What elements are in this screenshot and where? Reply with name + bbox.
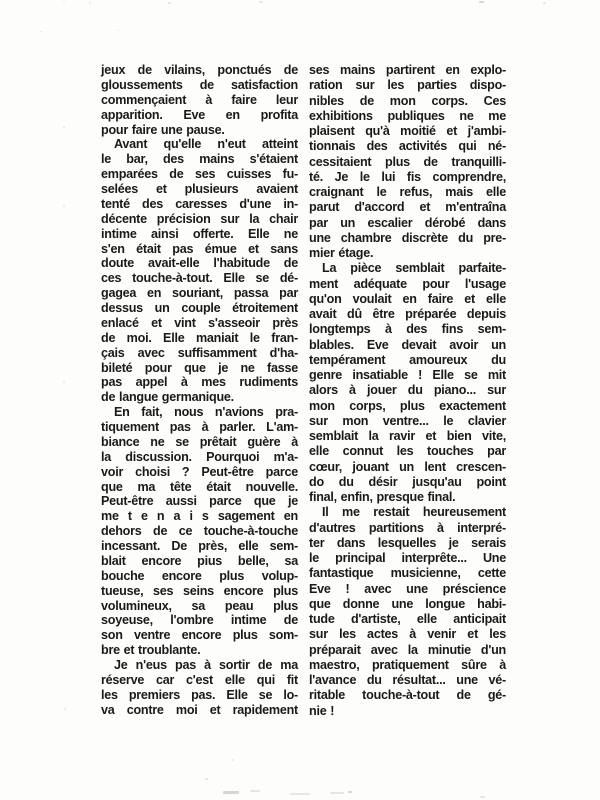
text-line: doute avait-elle l'habitude de: [101, 256, 298, 271]
text-line: parut d'accord et m'entraîna: [309, 200, 506, 215]
scan-speckle: [117, 30, 119, 31]
text-line: enlacé et vint s'asseoir près: [101, 315, 298, 330]
text-line: genre insatiable ! Elle se mit: [309, 368, 506, 382]
text-line: alors à jouer du piano... sur: [309, 383, 506, 398]
text-line: tiquement pas à parler. L'am-: [101, 420, 298, 434]
text-line: décente précision sur la chair: [101, 211, 298, 226]
text-line: maestro, pratiquement sûre à: [309, 657, 506, 672]
text-line: La pièce semblait parfaite-: [322, 261, 506, 276]
scan-speckle: [223, 791, 239, 794]
text-line: tionnais des activités qui né-: [309, 139, 506, 154]
text-line: avait dû être préparée depuis: [309, 307, 506, 321]
text-line: sur mon ventre... le clavier: [309, 413, 506, 428]
text-line: elle connut les touches par: [309, 444, 506, 459]
text-column-right: [309, 63, 506, 719]
text-line: Eve ! avec une préscience: [309, 581, 506, 596]
text-line: Avant qu'elle n'eut atteint: [114, 137, 298, 152]
text-line: les premiers pas. Elle se lo-: [101, 687, 298, 702]
text-line: me t e n a i s sagement en: [101, 509, 298, 524]
text-line: craignant le refus, mais elle: [309, 185, 506, 199]
text-line: que ma tête était nouvelle.: [101, 479, 298, 494]
scan-speckle: [40, 31, 42, 32]
text-line: dessus un couple étroitement: [101, 301, 298, 315]
text-line: gagea en souriant, passa par: [101, 286, 298, 301]
text-line: voir choisi ? Peut-être parce: [101, 464, 298, 479]
text-line: que donne une longue habi-: [309, 596, 506, 611]
text-line: d'autres partitions à interpré-: [309, 520, 506, 535]
text-line: bileté pour que je ne fasse: [101, 360, 298, 375]
text-line: té. Je le lui fis comprendre,: [309, 169, 506, 184]
text-line: çais avec suffisamment d'ha-: [101, 345, 298, 360]
text-line: commençaient à faire leur: [101, 92, 298, 107]
text-line: volumineux, sa peau plus: [101, 598, 298, 613]
text-line: tueuse, ses seins encore plus: [101, 583, 298, 598]
text-line: l'avance du résultat... une vé-: [309, 673, 506, 687]
text-line: final, enfin, presque final.: [309, 490, 456, 504]
text-line: qu'on voulait en faire et elle: [309, 291, 506, 306]
text-line: plaisent qu'à moitié et j'ambi-: [309, 124, 506, 138]
text-line: gloussements de satisfaction: [101, 77, 298, 92]
text-line: pour faire une pause.: [101, 122, 225, 137]
text-line: blables. Eve devait avoir un: [309, 337, 506, 352]
text-line: tenté des caresses d'une in-: [101, 196, 298, 211]
text-line: ses mains partirent en explo-: [309, 63, 506, 77]
scan-speckle: [330, 792, 344, 794]
text-line: exhibitions publiques ne me: [309, 108, 506, 123]
text-line: emparées de ses cuisses fu-: [101, 167, 298, 182]
text-line: longtemps à des fins sem-: [309, 322, 506, 337]
text-line: bre et troublante.: [101, 643, 201, 658]
text-line: la discussion. Pourquoi m'a-: [101, 449, 298, 464]
text-column-left: [101, 63, 298, 718]
text-line: biance ne se prêtait guère à: [101, 434, 298, 449]
text-line: mier étage.: [309, 246, 374, 260]
text-line: le bar, des mains s'étaient: [101, 152, 298, 167]
text-line: selées et plusieurs avaient: [101, 182, 298, 196]
scan-speckle: [480, 796, 485, 798]
scan-speckle: [168, 2, 171, 4]
scan-speckle: [543, 2, 546, 4]
text-line: intime ainsi offerte. Elle ne: [101, 226, 298, 241]
scan-speckle: [64, 708, 66, 710]
scan-speckle: [290, 793, 310, 795]
text-line: apparition. Eve en profita: [101, 107, 298, 122]
text-line: de moi. Elle maniait le fran-: [101, 330, 298, 345]
scan-speckle: [348, 791, 352, 793]
text-line: une chambre discrète du pre-: [309, 230, 506, 245]
text-line: fantastique musicienne, cette: [309, 566, 506, 581]
scan-speckle: [63, 205, 65, 207]
text-line: tude d'artiste, elle anticipait: [309, 612, 506, 626]
text-line: nie !: [309, 703, 335, 718]
scan-speckle: [63, 381, 65, 383]
text-line: ritable touche-à-tout de gé-: [309, 688, 506, 703]
text-line: ter dans lesquelles je serais: [309, 535, 506, 550]
text-line: ment adéquate pour l'usage: [309, 276, 506, 291]
text-line: par un escalier dérobé dans: [309, 215, 506, 230]
text-line: pas appel à mes rudiments: [101, 375, 298, 390]
text-line: semblait la ravir et bien vite,: [309, 429, 506, 443]
text-line: réserve car c'est elle qui fit: [101, 672, 298, 687]
text-line: bouche encore plus volup-: [101, 568, 298, 583]
text-line: do du désir jusqu'au point: [309, 474, 506, 489]
text-line: cessitaient plus de tranquilli-: [309, 154, 506, 169]
scan-speckle: [63, 1, 65, 2]
text-line: nibles de mon corps. Ces: [309, 93, 506, 108]
scan-speckle: [232, 759, 234, 761]
scan-speckle: [89, 2, 91, 4]
text-line: le principal interprête... Une: [309, 551, 506, 565]
text-line: ration sur les parties dispo-: [309, 78, 506, 93]
text-line: Il me restait heureusement: [322, 505, 506, 520]
text-line: mon corps, plus exactement: [309, 398, 506, 413]
text-line: s'en était pas émue et sans: [101, 241, 298, 256]
text-line: préparait avec la minutie d'un: [309, 642, 506, 657]
text-line: de langue germanique.: [101, 390, 234, 405]
text-line: Peut-être aussi parce que je: [101, 494, 298, 509]
text-line: sur les actes à venir et les: [309, 627, 506, 642]
text-line: blait encore pius belle, sa: [101, 553, 298, 568]
text-line: ces touche-à-tout. Elle se dé-: [101, 271, 298, 286]
text-line: soyeuse, l'ombre intime de: [101, 613, 298, 628]
scan-speckle: [205, 778, 208, 780]
text-line: va contre moi et rapidement: [101, 702, 298, 717]
text-line: son ventre encore plus som-: [101, 628, 298, 643]
scan-speckle: [479, 1, 484, 3]
scan-speckle: [250, 790, 260, 792]
scan-speckle: [259, 1, 263, 3]
text-line: Je n'eus pas à sortir de ma: [114, 658, 298, 672]
text-line: incessant. De près, elle sem-: [101, 539, 298, 553]
text-line: tempérament amoureux du: [309, 352, 506, 367]
scan-speckle: [63, 126, 65, 128]
text-line: jeux de vilains, ponctués de: [101, 63, 298, 77]
text-line: En fait, nous n'avions pra-: [114, 405, 298, 420]
text-line: cœur, jouant un lent crescen-: [309, 459, 506, 474]
text-line: dehors de ce touche-à-touche: [101, 524, 298, 539]
